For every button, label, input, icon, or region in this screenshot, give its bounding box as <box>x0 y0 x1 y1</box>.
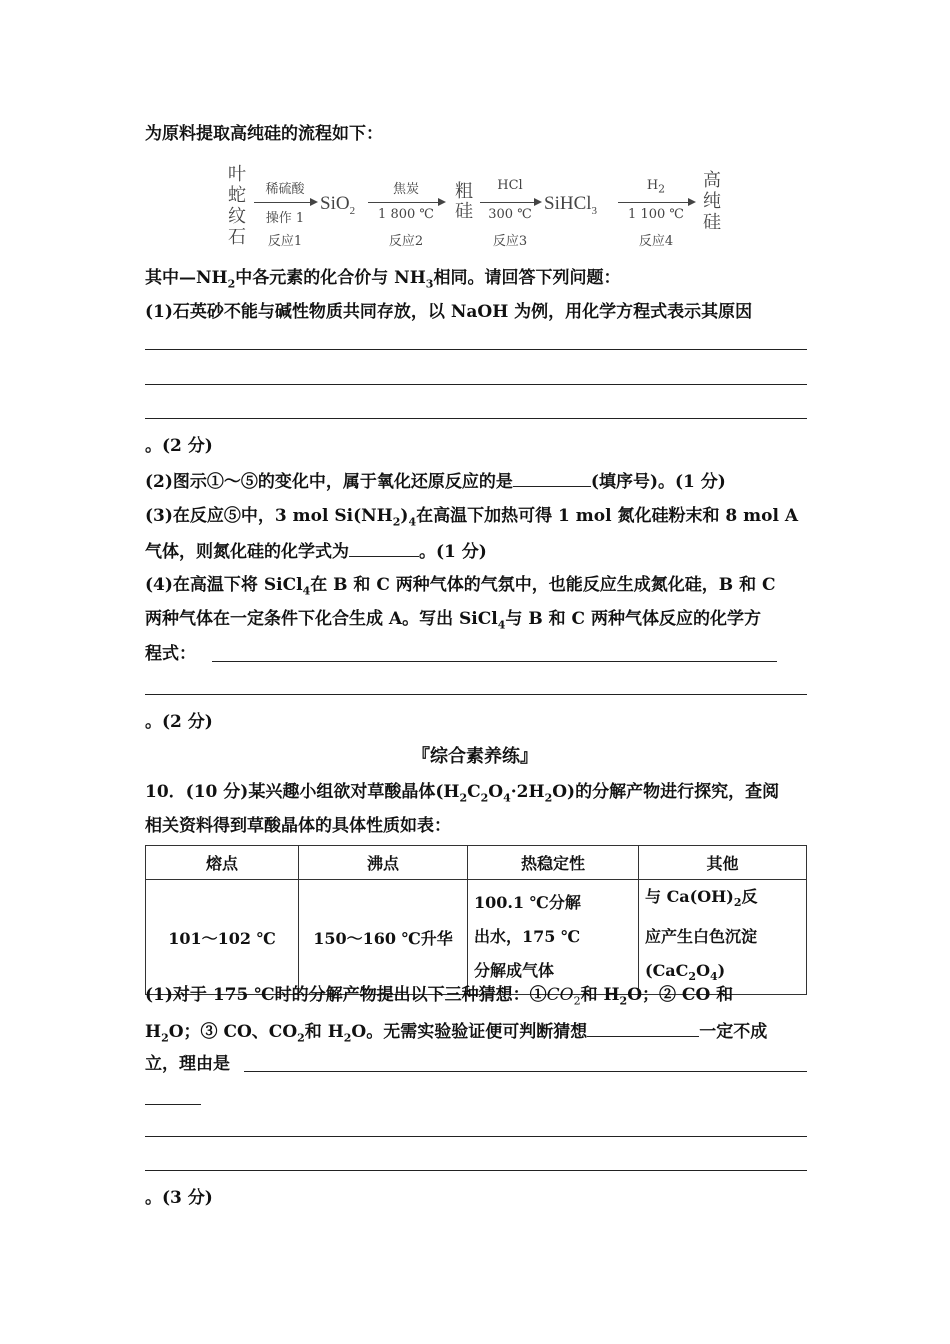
table-header-row <box>146 846 807 880</box>
thermal-stability-cell: 100.1 ℃分解 出水，175 ℃ 分解成气体 <box>468 880 639 995</box>
flow-end: 高纯硅 <box>703 170 721 233</box>
step3-reagent: HCl <box>497 178 523 193</box>
question-1: (1)石英砂不能与碱性物质共同存放，以 NaOH 为例，用化学方程式表示其原因 <box>145 302 753 322</box>
step1-arrow <box>254 202 316 203</box>
step2-condition: 1 800 ℃ <box>378 207 434 222</box>
question-4-line2: 两种气体在一定条件下化合生成 A。写出 SiCl$_4$与 B 和 C 两种气体反应的化学方 <box>145 609 761 632</box>
answer-line-q10-1[interactable] <box>244 1071 807 1072</box>
step2-label: 反应2 <box>388 234 424 249</box>
answer-line-q10-2[interactable] <box>145 1104 201 1105</box>
table-row <box>146 880 807 995</box>
question-1-score: 。(2 分) <box>145 436 213 456</box>
table-header-cell: 熔点 <box>146 846 299 880</box>
step2-arrow <box>368 202 444 203</box>
question-2: (2)图示①～⑤的变化中，属于氧化还原反应的是 (填序号)。(1 分) <box>145 468 726 494</box>
answer-line-q10-3[interactable] <box>145 1136 807 1137</box>
answer-blank-guess[interactable] <box>587 1018 699 1037</box>
question-10-line2: 相关资料得到草酸晶体的具体性质如表： <box>145 816 451 836</box>
step1-operation: 操作 1 <box>265 211 305 226</box>
table-header-cell: 其他 <box>639 846 807 880</box>
silicon-process-flow <box>222 160 732 256</box>
question-10-1-line2: $H_2O$；③ CO、$CO_2$和 $H_2O$。无需实验验证便可判断猜想 一定不成 <box>145 1018 767 1050</box>
step4-label: 反应4 <box>638 234 674 249</box>
step4-reagent: $H_2$ <box>646 178 666 196</box>
sihcl3: SiHCl$_3$ <box>544 193 598 217</box>
step4-condition: 1 100 ℃ <box>628 207 684 222</box>
step4-arrow <box>618 202 694 203</box>
nh2-statement: 其中$—NH_2$中各元素的化合价与 $NH_3$相同。请回答下列问题： <box>145 268 621 291</box>
answer-line-q1-1[interactable] <box>145 349 807 350</box>
question-10-1-score: 。(3 分) <box>145 1188 213 1208</box>
boiling-point-cell: 150～160 ℃升华 <box>299 880 468 995</box>
question-3-line2: 气体，则氮化硅的化学式为 。(1 分) <box>145 538 487 564</box>
question-4-line3: 程式： <box>145 644 196 664</box>
intro-text: 为原料提取高纯硅的流程如下： <box>145 124 383 144</box>
table-header-cell: 热稳定性 <box>468 846 639 880</box>
step3-label: 反应3 <box>492 234 528 249</box>
step2-reagent: 焦炭 <box>392 182 419 197</box>
answer-line-q1-3[interactable] <box>145 418 807 419</box>
table-header-cell: 沸点 <box>299 846 468 880</box>
flow-start: 叶蛇纹石 <box>228 164 246 248</box>
question-3: (3)在反应⑤中，3 mol $Si(NH_2)_4$在高温下加热可得 1 mol 氮化硅粉末和 8 mol A <box>145 506 799 529</box>
question-10-1: (1)对于 175 ℃时的分解产物提出以下三种猜想：$①CO_2$和 $H_2O$；② CO 和 <box>145 985 734 1008</box>
step3-arrow <box>480 202 540 203</box>
answer-blank-q3[interactable] <box>349 538 419 557</box>
answer-line-q4-2[interactable] <box>145 694 807 695</box>
section-title: 『综合素养练』 <box>412 746 538 767</box>
answer-blank-q2[interactable] <box>513 468 591 487</box>
step3-condition: 300 ℃ <box>488 207 532 222</box>
step1-label: 反应1 <box>267 234 303 249</box>
answer-line-q10-4[interactable] <box>145 1170 807 1171</box>
answer-line-q4-1[interactable] <box>212 661 777 662</box>
question-4-score: 。(2 分) <box>145 712 213 732</box>
melting-point-cell: 101～102 ℃ <box>146 880 299 995</box>
sio2: SiO$_2$ <box>320 193 356 217</box>
question-4: (4)在高温下将 SiCl$_4$在 B 和 C 两种气体的气氛中，也能反应生成氮化硅，B 和 C <box>145 575 776 598</box>
answer-line-q1-2[interactable] <box>145 384 807 385</box>
other-property-cell: 与 $Ca(OH)_2$反 应产生白色沉淀 $(CaC_2O_4)$ <box>639 880 807 995</box>
oxalic-acid-properties-table <box>145 845 807 995</box>
crude-silicon: 粗硅 <box>455 181 473 222</box>
step1-reagent: 稀硫酸 <box>265 182 305 197</box>
question-10: 10．(10 分)某兴趣小组欲对草酸晶体$(H_2C_2O_4\cdot 2H_2O)$的分解产物进行探究，查阅 <box>145 782 780 805</box>
question-10-1-line3: 立，理由是 <box>145 1054 230 1074</box>
